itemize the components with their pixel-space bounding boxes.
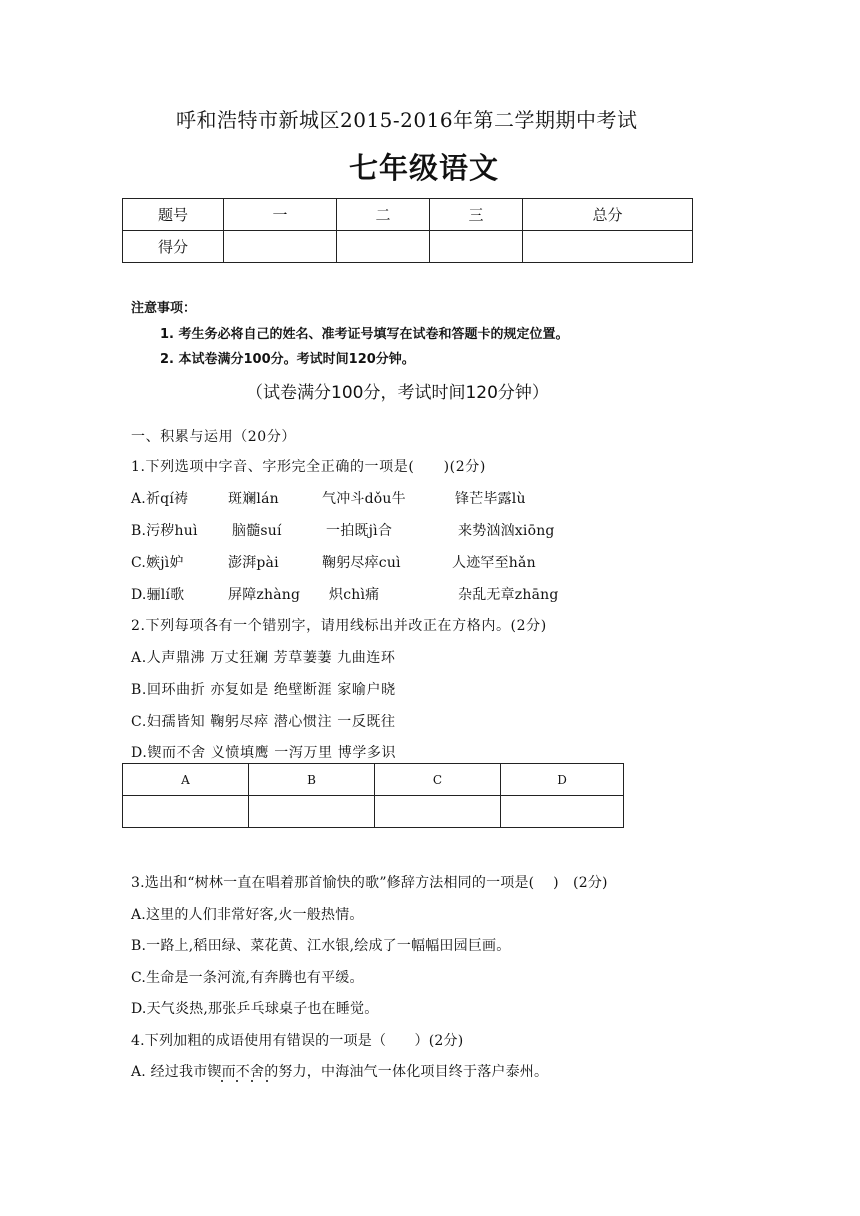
score-table-header: 一 [224, 199, 337, 231]
q1-option: C.嫉jì妒 [131, 555, 184, 571]
q3-option: D.天气炎热,那张乒乓球桌子也在睡觉。 [131, 1001, 379, 1017]
section-heading: 一、积累与运用（20分） [131, 429, 297, 445]
answer-header: B [249, 764, 375, 796]
q2-option: A.人声鼎沸 万丈狂斓 芳草萋萋 九曲连环 [131, 650, 396, 666]
q2-option: B.回环曲折 亦复如是 绝壁断涯 家喻户晓 [131, 682, 396, 698]
q2-option: C.妇孺皆知 鞠躬尽瘁 潜心惯注 一反既往 [131, 714, 396, 730]
answer-header: C [375, 764, 501, 796]
score-table-header: 总分 [523, 199, 693, 231]
score-cell [337, 231, 430, 263]
q4-option: A. 经过我市锲而不舍的努力，中海油气一体化项目终于落户泰州。 [131, 1064, 549, 1080]
emphasis-dot [266, 1080, 268, 1082]
q3-option: C.生命是一条河流,有奔腾也有平缓。 [131, 970, 364, 986]
q1-option: 炽chì痛 [329, 587, 380, 603]
score-cell [430, 231, 523, 263]
question-stem: 1.下列选项中字音、字形完全正确的一项是( )(2分) [131, 459, 486, 475]
score-cell [523, 231, 693, 263]
notice-item: 1. 考生务必将自己的姓名、准考证号填写在试卷和答题卡的规定位置。 [160, 327, 569, 342]
q1-option: 杂乱无章zhāng [458, 587, 559, 603]
q1-option: 屏障zhàng [228, 587, 301, 603]
q1-option: 斑斓lán [228, 491, 279, 507]
answer-cell [375, 796, 501, 828]
score-table [122, 198, 693, 263]
score-table-row-label: 得分 [123, 231, 224, 263]
q1-option: 鞠躬尽瘁cuì [322, 555, 401, 571]
score-cell [224, 231, 337, 263]
notice-item: 2. 本试卷满分100分。考试时间120分钟。 [160, 352, 415, 367]
q1-option: 锋芒毕露lù [455, 491, 526, 507]
score-table-header: 题号 [123, 199, 224, 231]
exam-subtitle: 七年级语文 [349, 151, 500, 185]
q1-option: A.祈qí祷 [131, 491, 189, 507]
q1-option: 人迹罕至hǎn [452, 555, 536, 571]
answer-cell [501, 796, 624, 828]
q1-option: D.骊lí歌 [131, 587, 185, 603]
q1-option: 一拍既jì合 [326, 523, 393, 539]
q1-option: 脑髓suí [232, 523, 282, 539]
exam-title: 呼和浩特市新城区2015-2016年第二学期期中考试 [176, 108, 638, 132]
q3-option: A.这里的人们非常好客,火一般热情。 [131, 907, 364, 923]
q2-option: D.锲而不舍 义愤填鹰 一泻万里 博学多识 [131, 745, 397, 761]
emphasis-dot [251, 1080, 253, 1082]
q1-option: 澎湃pài [228, 555, 279, 571]
exam-info: （试卷满分100分，考试时间120分钟） [246, 383, 549, 403]
question-stem: 4.下列加粗的成语使用有错误的一项是（ ）(2分) [131, 1033, 464, 1049]
notice-heading: 注意事项： [131, 301, 197, 316]
question-stem: 2.下列每项各有一个错别字，请用线标出并改正在方格内。(2分) [131, 618, 547, 634]
q3-option: B.一路上,稻田绿、菜花黄、江水银,绘成了一幅幅田园巨画。 [131, 938, 511, 954]
score-table-header: 三 [430, 199, 523, 231]
emphasis-dot [221, 1080, 223, 1082]
score-table-header: 二 [337, 199, 430, 231]
answer-header: D [501, 764, 624, 796]
answer-cell [123, 796, 249, 828]
answer-cell [249, 796, 375, 828]
q1-option: B.污秽huì [131, 523, 198, 539]
q2-answer-table [122, 763, 624, 828]
answer-header: A [123, 764, 249, 796]
q1-option: 气冲斗dǒu牛 [322, 491, 406, 507]
q1-option: 来势汹汹xiōng [458, 523, 555, 539]
emphasis-dot [236, 1080, 238, 1082]
question-stem: 3.选出和“树林一直在唱着那首愉快的歌”修辞方法相同的一项是( ) (2分) [131, 875, 608, 891]
